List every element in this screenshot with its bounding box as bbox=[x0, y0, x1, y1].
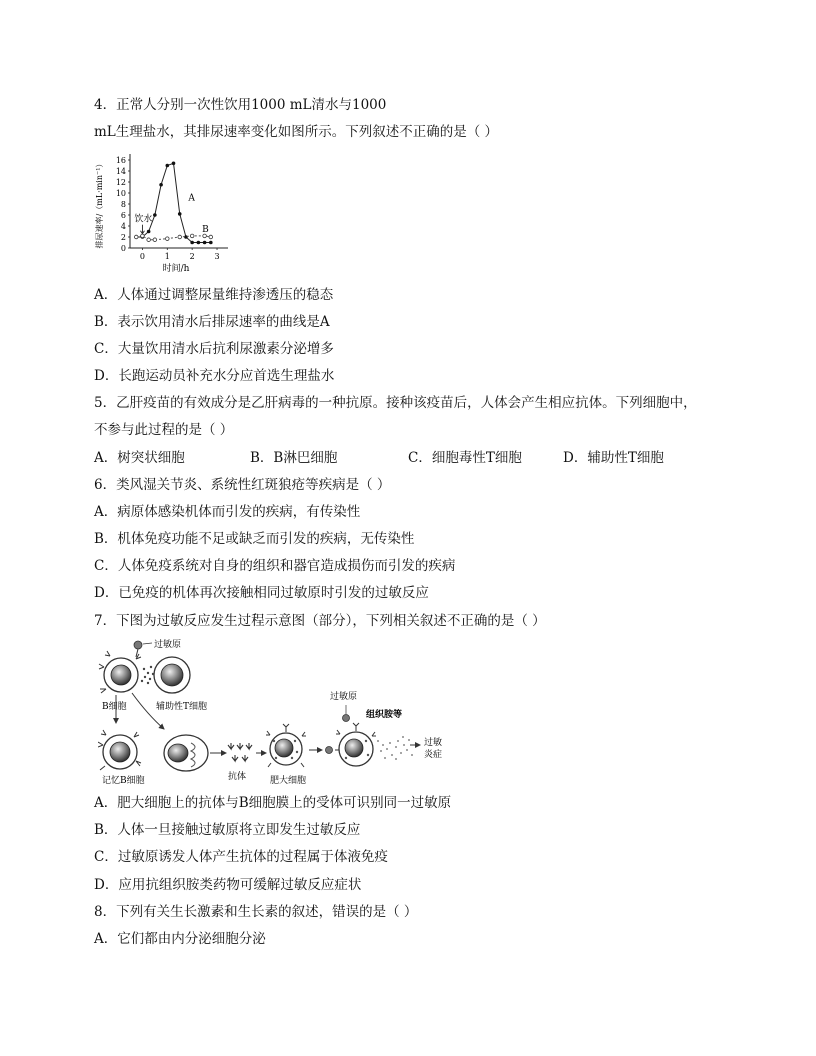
label-helper-t: 辅助性T细胞 bbox=[156, 702, 208, 712]
data-point-B bbox=[209, 235, 213, 239]
q8-option-a: A．它们都由内分泌细胞分泌 bbox=[94, 931, 266, 947]
y-tick-label: 4 bbox=[120, 222, 126, 231]
q6-option-b: B．机体免疫功能不足或缺乏而引发的疾病，无传染性 bbox=[94, 531, 415, 547]
allergen-bound-icon bbox=[343, 715, 350, 722]
label-antibody: 抗体 bbox=[228, 772, 247, 782]
label-allergen-mid: 过敏原 bbox=[330, 692, 358, 702]
antibody-icons bbox=[228, 743, 252, 761]
data-point-B bbox=[134, 235, 138, 239]
data-point-A bbox=[190, 241, 194, 245]
label-b-cell: B细胞 bbox=[102, 702, 127, 712]
label-allergen-top: 过敏原 bbox=[154, 640, 182, 650]
label-allergic-1: 过敏 bbox=[424, 738, 443, 748]
q5-stem-line1: 5．乙肝疫苗的有效成分是乙肝病毒的一种抗原。接种该疫苗后，人体会产生相应抗体。下列细胞中， bbox=[94, 395, 697, 411]
q8-stem: 8．下列有关生长激素和生长素的叙述，错误的是（ ） bbox=[94, 904, 418, 920]
annotation-drink: 饮水 bbox=[134, 214, 153, 225]
allergen-mid-icon bbox=[326, 747, 333, 754]
q7-stem: 7．下图为过敏反应发生过程示意图（部分），下列相关叙述不正确的是（ ） bbox=[94, 613, 546, 629]
y-tick-label: 16 bbox=[115, 156, 126, 165]
q4-urine-rate-chart bbox=[94, 148, 264, 274]
q6-option-d: D．已免疫的机体再次接触相同过敏原时引发的过敏反应 bbox=[94, 585, 429, 601]
label-histamine: 组织胺等 bbox=[366, 710, 403, 720]
q5-option-a: A．树突状细胞 bbox=[94, 450, 185, 466]
data-point-B bbox=[178, 235, 182, 239]
x-axis-label: 时间/h bbox=[162, 264, 190, 274]
data-point-B bbox=[190, 234, 194, 238]
x-tick-label: 1 bbox=[164, 252, 170, 261]
q6-option-c: C．人体免疫系统对自身的组织和器官造成损伤而引发的疾病 bbox=[94, 558, 456, 574]
data-point-A bbox=[178, 212, 182, 216]
label-mast-cell: 肥大细胞 bbox=[270, 776, 307, 786]
data-point-B bbox=[141, 234, 145, 238]
memory-b-cell bbox=[98, 730, 141, 770]
y-tick-label: 6 bbox=[120, 211, 126, 220]
q4-stem-line2: mL生理盐水，其排尿速率变化如图所示。下列叙述不正确的是（ ） bbox=[94, 124, 499, 140]
q4-option-c: C．大量饮用清水后抗利尿激素分泌增多 bbox=[94, 341, 334, 357]
q7-option-b: B．人体一旦接触过敏原将立即发生过敏反应 bbox=[94, 822, 361, 838]
y-axis-label: 排尿速率/（mL·min⁻¹） bbox=[95, 159, 104, 249]
label-memory-b: 记忆B细胞 bbox=[102, 776, 145, 786]
data-point-A bbox=[153, 213, 157, 217]
q7-option-a: A．肥大细胞上的抗体与B细胞膜上的受体可识别同一过敏原 bbox=[94, 795, 452, 811]
series-label-A: A bbox=[188, 193, 195, 204]
x-tick-label: 2 bbox=[189, 252, 195, 261]
data-point-A bbox=[159, 183, 163, 187]
y-tick-label: 14 bbox=[115, 167, 126, 176]
data-point-A bbox=[203, 241, 207, 245]
data-point-A bbox=[172, 162, 176, 166]
q5-option-d: D．辅助性T细胞 bbox=[563, 450, 664, 466]
q7-option-d: D．应用抗组织胺类药物可缓解过敏反应症状 bbox=[94, 877, 362, 893]
plasma-cell bbox=[164, 735, 208, 771]
data-point-A bbox=[197, 241, 201, 245]
q4-option-a: A．人体通过调整尿量维持渗透压的稳态 bbox=[94, 287, 334, 303]
label-allergic-2: 炎症 bbox=[424, 750, 443, 760]
data-point-A bbox=[147, 230, 151, 234]
q4-option-d: D．长跑运动员补充水分应首选生理盐水 bbox=[94, 368, 335, 384]
q4-stem-line1: 4．正常人分别一次性饮用1000 mL清水与1000 bbox=[94, 97, 387, 113]
data-point-B bbox=[153, 238, 157, 242]
q7-option-c: C．过敏原诱发人体产生抗体的过程属于体液免疫 bbox=[94, 849, 388, 865]
q7-allergy-diagram bbox=[98, 637, 448, 787]
y-tick-label: 10 bbox=[115, 189, 126, 198]
q6-stem: 6．类风湿关节炎、系统性红斑狼疮等疾病是（ ） bbox=[94, 477, 391, 493]
q6-option-a: A．病原体感染机体而引发的疾病，有传染性 bbox=[94, 504, 361, 520]
q5-option-c: C．细胞毒性T细胞 bbox=[408, 450, 522, 466]
data-point-A bbox=[209, 241, 213, 245]
data-point-B bbox=[165, 237, 169, 241]
degranulating-mast-cell bbox=[336, 723, 376, 766]
y-tick-label: 0 bbox=[120, 244, 126, 253]
data-point-A bbox=[165, 164, 169, 168]
x-tick-label: 0 bbox=[139, 252, 145, 261]
allergen-top-icon bbox=[134, 641, 142, 657]
cytokine-dots bbox=[141, 666, 154, 684]
histamine-release-dots bbox=[377, 736, 413, 760]
mast-cell bbox=[266, 724, 306, 767]
y-tick-label: 8 bbox=[120, 200, 126, 209]
x-tick-label: 3 bbox=[214, 252, 220, 261]
b-cell bbox=[99, 651, 141, 693]
y-tick-label: 2 bbox=[120, 233, 126, 242]
y-tick-label: 12 bbox=[115, 178, 126, 187]
q4-option-b: B．表示饮用清水后排尿速率的曲线是A bbox=[94, 314, 330, 330]
chart-plot-area bbox=[94, 154, 228, 274]
q5-stem-line2: 不参与此过程的是（ ） bbox=[94, 422, 234, 438]
helper-t-cell bbox=[154, 657, 190, 693]
q5-option-b: B．B淋巴细胞 bbox=[250, 450, 338, 466]
series-label-B: B bbox=[202, 225, 209, 236]
data-point-B bbox=[147, 238, 151, 242]
